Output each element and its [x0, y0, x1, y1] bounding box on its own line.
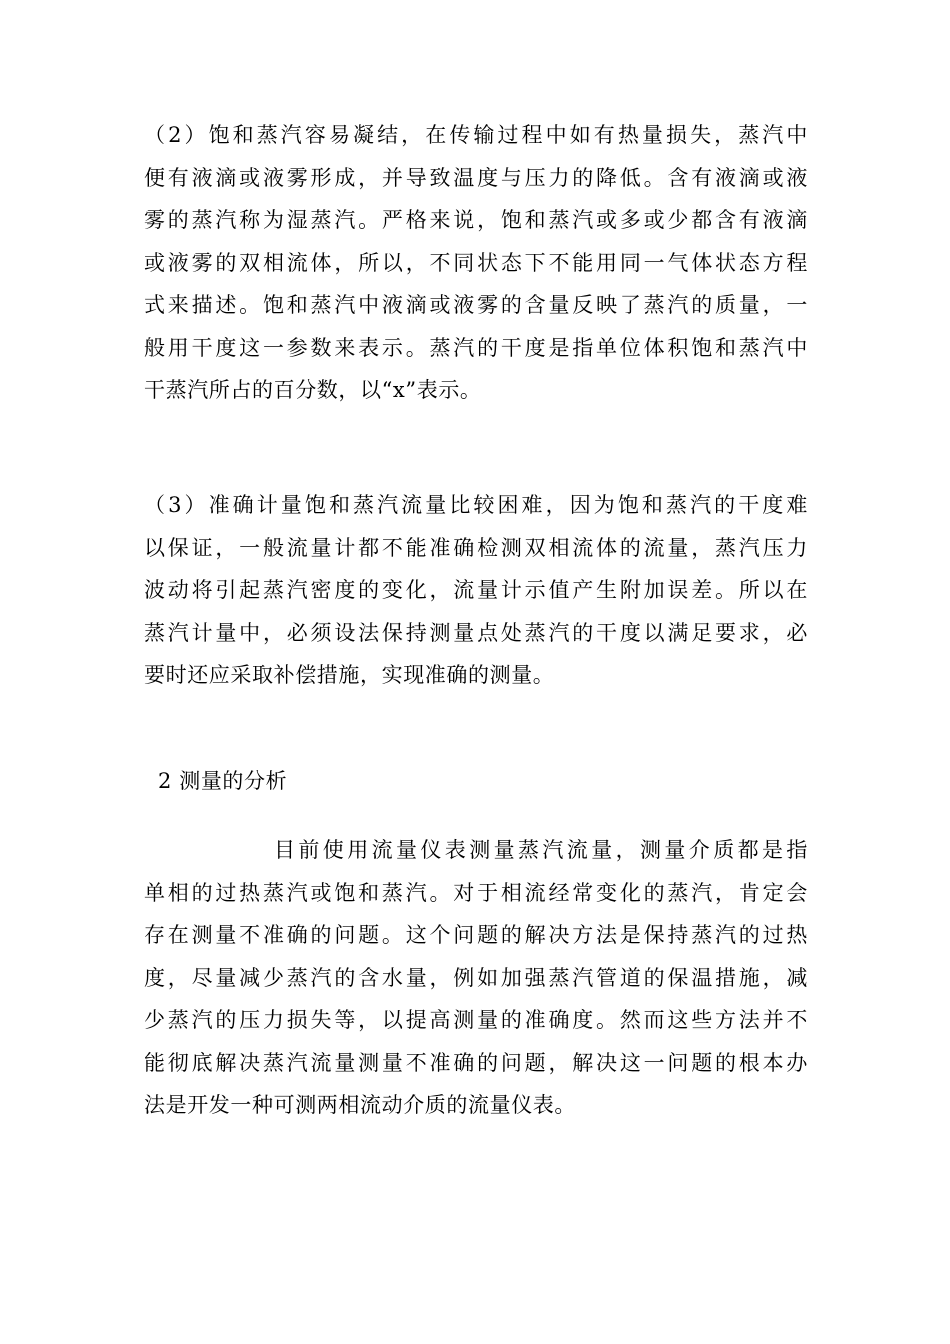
- text-line: 或液雾的双相流体，所以，不同状态下不能用同一气体状态方程: [144, 250, 808, 275]
- text-line: 以保证，一般流量计都不能准确检测双相流体的流量，蒸汽压力: [144, 535, 808, 560]
- text-line: 少蒸汽的压力损失等，以提高测量的准确度。然而这些方法并不: [144, 1008, 808, 1032]
- section-heading-text: 2 测量的分析: [158, 769, 288, 793]
- text-line: 式来描述。饱和蒸汽中液滴或液雾的含量反映了蒸汽的质量，一: [144, 293, 808, 317]
- text-line: 要时还应采取补偿措施，实现准确的测量。: [144, 663, 555, 687]
- text-line: 波动将引起蒸汽密度的变化，流量计示值产生附加误差。所以在: [144, 578, 808, 602]
- text-line: 单相的过热蒸汽或饱和蒸汽。对于相流经常变化的蒸汽，肯定会: [144, 880, 808, 905]
- paragraph-metering-difficulty: [144, 484, 808, 697]
- text-line: （3）准确计量饱和蒸汽流量比较困难，因为饱和蒸汽的干度难: [144, 493, 808, 517]
- text-line: 度，尽量减少蒸汽的含水量，例如加强蒸汽管道的保温措施，减: [144, 965, 808, 990]
- text-line: 干蒸汽所占的百分数，以“x”表示。: [144, 378, 482, 402]
- paragraph-saturated-steam-condensation: [144, 114, 808, 412]
- text-line: 便有液滴或液雾形成，并导致温度与压力的降低。含有液滴或液: [144, 165, 808, 190]
- section-heading: [144, 760, 808, 803]
- text-line: 目前使用流量仪表测量蒸汽流量，测量介质都是指: [274, 838, 808, 862]
- text-line: 存在测量不准确的问题。这个问题的解决方法是保持蒸汽的过热: [144, 923, 808, 947]
- text-line: 能彻底解决蒸汽流量测量不准确的问题，解决这一问题的根本办: [144, 1050, 808, 1075]
- text-line: 雾的蒸汽称为湿蒸汽。严格来说，饱和蒸汽或多或少都含有液滴: [144, 208, 808, 232]
- text-line: 蒸汽计量中，必须设法保持测量点处蒸汽的干度以满足要求，必: [144, 620, 808, 645]
- text-line: 法是开发一种可测两相流动介质的流量仪表。: [144, 1093, 576, 1117]
- text-line: 般用干度这一参数来表示。蒸汽的干度是指单位体积饱和蒸汽中: [144, 335, 808, 360]
- paragraph-measurement-analysis: [144, 829, 808, 1127]
- text-line: （2）饱和蒸汽容易凝结，在传输过程中如有热量损失，蒸汽中: [144, 123, 808, 147]
